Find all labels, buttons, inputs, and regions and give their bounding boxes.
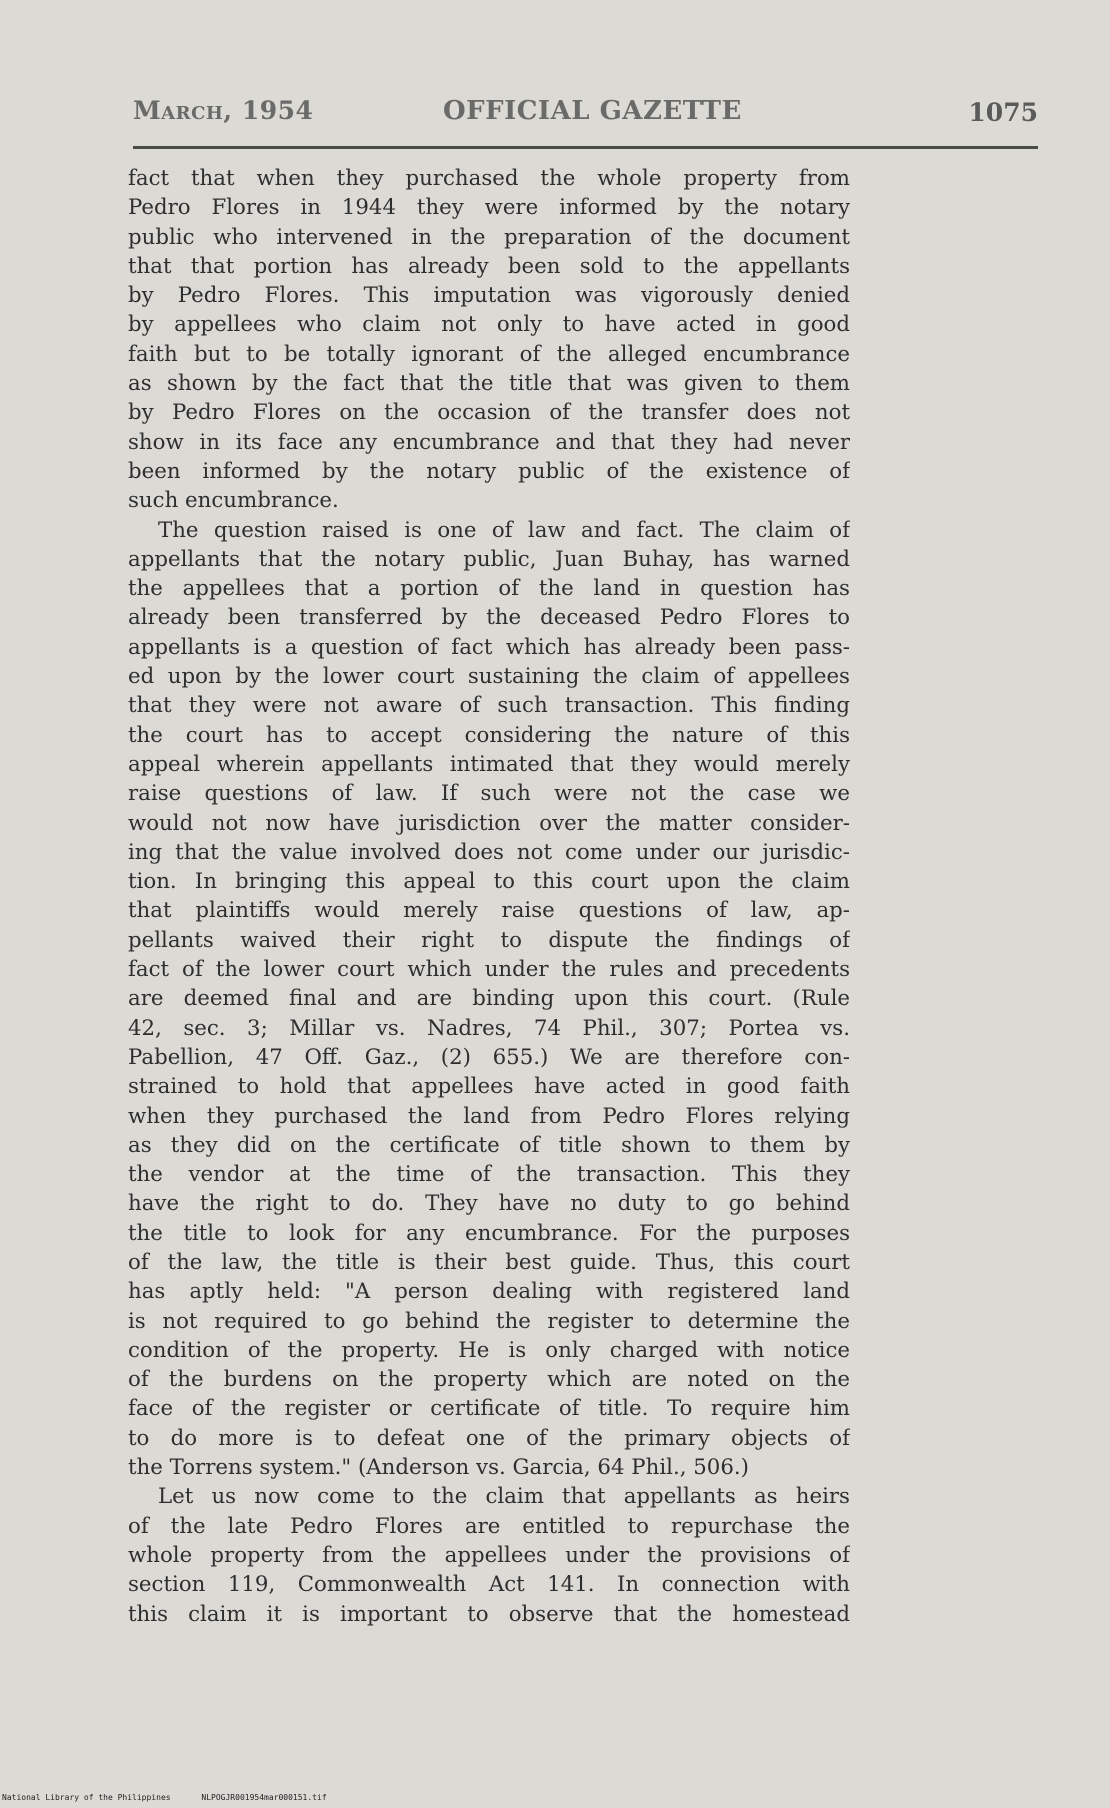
- text-line: have the right to do. They have no duty to go behind: [128, 1191, 850, 1217]
- text-line: that they were not aware of such transaction. This finding: [128, 693, 850, 719]
- text-line: would not now have jurisdiction over the matter consider-: [128, 810, 850, 836]
- text-line: fact that when they purchased the whole property from: [128, 166, 850, 191]
- text-line: of the burdens on the property which are noted on the: [128, 1367, 850, 1393]
- text-line: condition of the property. He is only charged with notice: [128, 1337, 850, 1363]
- text-line: this claim it is important to observe that the homestead: [128, 1601, 850, 1627]
- text-line: fact of the lower court which under the rules and precedents: [128, 957, 850, 983]
- text-line: Pabellion, 47 Off. Gaz., (2) 655.) We are therefore con-: [128, 1044, 850, 1070]
- text-line: the Torrens system." (Anderson vs. Garcia, 64 Phil., 506.): [128, 1455, 749, 1481]
- footer-library: National Library of the Philippines: [2, 1793, 171, 1802]
- text-line: the title to look for any encumbrance. For the purposes: [128, 1220, 850, 1246]
- text-line: appeal wherein appellants intimated that they would merely: [128, 751, 850, 777]
- text-line: has aptly held: "A person dealing with registered land: [128, 1279, 850, 1305]
- footer-file: NLPOGJR001954mar000151.tif: [201, 1793, 327, 1802]
- text-line: ed upon by the lower court sustaining the claim of appellees: [128, 664, 850, 690]
- text-line: are deemed final and are binding upon this court. (Rule: [128, 986, 850, 1012]
- page-header: [133, 96, 1038, 140]
- text-line: face of the register or certificate of title. To require him: [128, 1396, 850, 1422]
- text-line: Let us now come to the claim that appellants as heirs: [158, 1484, 850, 1510]
- text-line: section 119, Commonwealth Act 141. In connection with: [128, 1572, 850, 1598]
- header-date: March, 1954: [133, 96, 314, 125]
- text-line: faith but to be totally ignorant of the alleged encumbrance: [128, 341, 850, 367]
- text-line: already been transferred by the deceased Pedro Flores to: [128, 605, 850, 631]
- text-line: such encumbrance.: [128, 488, 339, 514]
- text-line: that that portion has already been sold to the appellants: [128, 253, 850, 279]
- text-line: The question raised is one of law and fact. The claim of: [158, 517, 850, 543]
- text-line: the court has to accept considering the nature of this: [128, 722, 850, 748]
- header-page-number: 1075: [968, 98, 1038, 127]
- body-text: [128, 164, 850, 1629]
- text-line: to do more is to defeat one of the primary objects of: [128, 1425, 850, 1451]
- scan-footer: [2, 1793, 353, 1802]
- text-line: when they purchased the land from Pedro Flores relying: [128, 1103, 850, 1129]
- text-line: as they did on the certificate of title shown to them by: [128, 1132, 850, 1158]
- text-line: by Pedro Flores. This imputation was vigorously denied: [128, 283, 850, 309]
- text-line: by appellees who claim not only to have acted in good: [128, 312, 850, 338]
- text-line: raise questions of law. If such were not the case we: [128, 781, 850, 807]
- text-line: is not required to go behind the register to determine the: [128, 1308, 850, 1334]
- text-line: ing that the value involved does not come under our jurisdic-: [128, 839, 850, 865]
- text-line: of the law, the title is their best guide. Thus, this court: [128, 1249, 850, 1275]
- header-rule: [133, 146, 1038, 149]
- text-line: appellants that the notary public, Juan Buhay, has warned: [128, 546, 850, 572]
- text-line: by Pedro Flores on the occasion of the transfer does not: [128, 400, 850, 426]
- text-line: show in its face any encumbrance and that they had never: [128, 429, 850, 455]
- text-line: public who intervened in the preparation of the document: [128, 224, 850, 250]
- text-line: appellants is a question of fact which has already been pass-: [128, 634, 850, 660]
- text-line: 42, sec. 3; Millar vs. Nadres, 74 Phil., 307; Portea vs.: [128, 1015, 850, 1041]
- text-line: been informed by the notary public of the existence of: [128, 458, 850, 484]
- text-line: pellants waived their right to dispute the findings of: [128, 927, 850, 953]
- text-line: Pedro Flores in 1944 they were informed by the notary: [128, 195, 850, 221]
- text-line: the appellees that a portion of the land in question has: [128, 576, 850, 602]
- text-line: of the late Pedro Flores are entitled to repurchase the: [128, 1513, 850, 1539]
- text-line: the vendor at the time of the transaction. This they: [128, 1162, 850, 1188]
- header-title: OFFICIAL GAZETTE: [443, 96, 742, 126]
- text-line: strained to hold that appellees have acted in good faith: [128, 1074, 850, 1100]
- text-line: whole property from the appellees under the provisions of: [128, 1542, 850, 1568]
- text-line: as shown by the fact that the title that was given to them: [128, 371, 850, 397]
- text-line: tion. In bringing this appeal to this court upon the claim: [128, 869, 850, 895]
- text-line: that plaintiffs would merely raise questions of law, ap-: [128, 898, 850, 924]
